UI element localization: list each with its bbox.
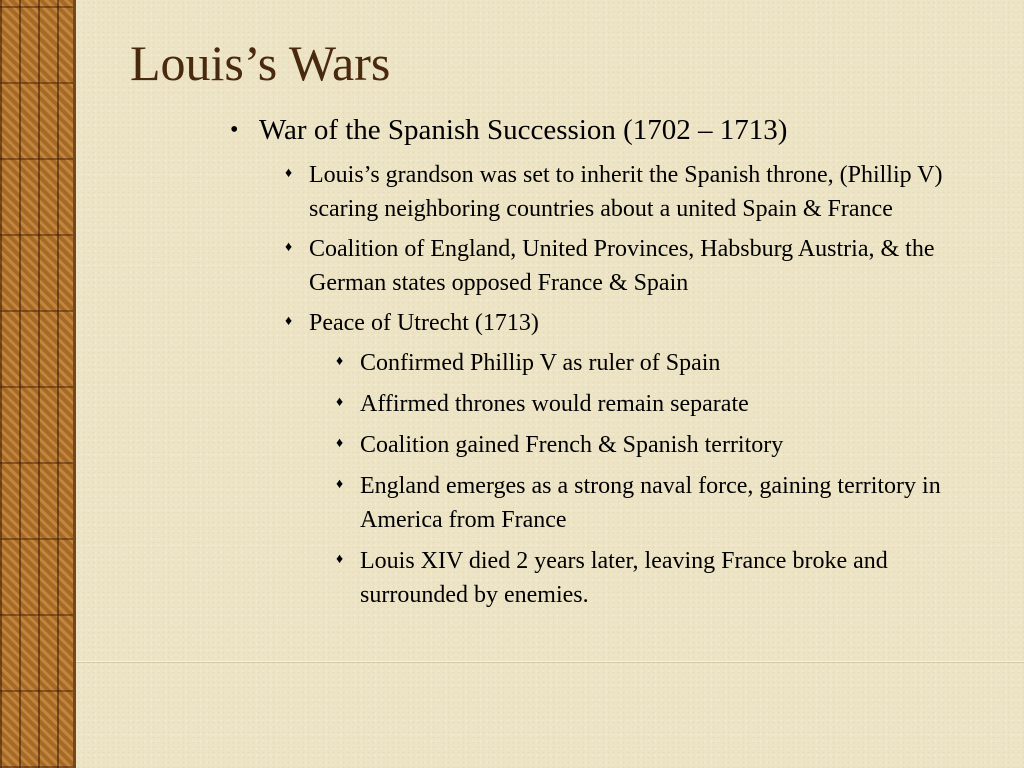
diamond-bullet-icon: ♦	[285, 166, 293, 181]
round-bullet-icon: •	[230, 117, 239, 143]
utrecht-point-text: Affirmed thrones would remain separate	[360, 391, 749, 417]
utrecht-point-text: Confirmed Phillip V as ruler of Spain	[360, 350, 721, 376]
diamond-bullet-icon: ♦	[336, 552, 344, 567]
utrecht-point-text: England emerges as a strong naval force, gaining territory in America from France	[360, 473, 941, 533]
diamond-bullet-icon: ♦	[336, 395, 344, 410]
utrecht-point-item	[336, 469, 997, 537]
utrecht-point-item	[336, 346, 997, 380]
diamond-bullet-icon: ♦	[336, 477, 344, 492]
diamond-bullet-icon: ♦	[285, 314, 293, 329]
utrecht-point-text: Coalition gained French & Spanish territory	[360, 432, 784, 458]
diamond-bullet-icon: ♦	[336, 436, 344, 451]
utrecht-point-item	[336, 544, 997, 612]
sub-bullet-item	[285, 306, 997, 340]
utrecht-point-text: Louis XIV died 2 years later, leaving France broke and surrounded by enemies.	[360, 548, 888, 608]
main-bullet-item	[227, 112, 997, 148]
slide-title: Louis’s Wars	[130, 35, 391, 91]
footer-divider	[76, 661, 1024, 662]
main-bullet-text: War of the Spanish Succession (1702 – 1713)	[259, 114, 788, 146]
sub-bullet-text: Louis’s grandson was set to inherit the Spanish throne, (Phillip V) scaring neighboring countries about a united Spain & France	[309, 162, 943, 222]
decorative-side-strip	[0, 0, 76, 768]
utrecht-point-item	[336, 428, 997, 462]
utrecht-point-item	[336, 387, 997, 421]
sub-bullet-text: Peace of Utrecht (1713)	[309, 310, 539, 336]
diamond-bullet-icon: ♦	[285, 240, 293, 255]
sub-bullet-item	[285, 232, 997, 300]
slide-content	[227, 112, 997, 619]
diamond-bullet-icon: ♦	[336, 354, 344, 369]
sub-bullet-text: Coalition of England, United Provinces, Habsburg Austria, & the German states opposed France & Spain	[309, 236, 935, 296]
sub-bullet-item	[285, 158, 997, 226]
